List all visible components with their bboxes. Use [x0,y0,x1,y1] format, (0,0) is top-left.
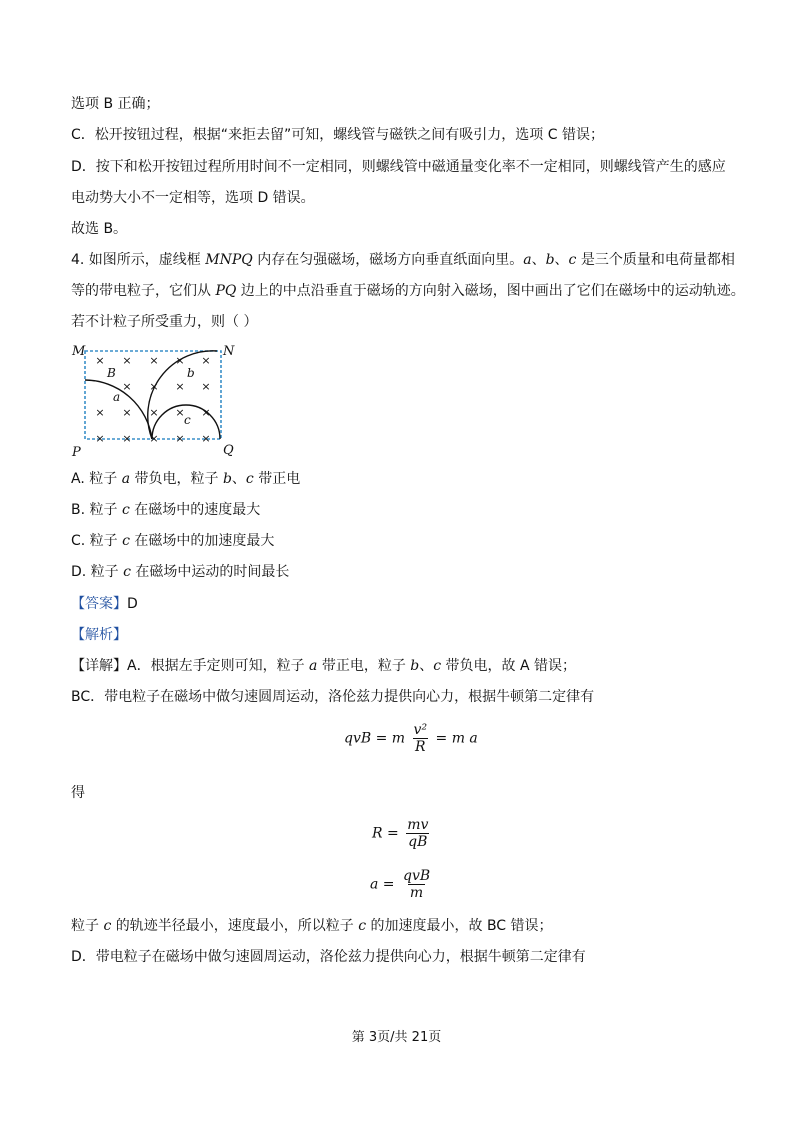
field-cross: × [175,432,185,445]
field-cross: × [201,354,211,367]
detail-line [71,656,576,676]
label-Q: Q [223,443,234,458]
option-b [71,500,260,520]
field-cross: × [95,432,105,445]
eq-lhs: a = [370,876,395,893]
text-line-1: 选项 B 正确； [71,96,160,112]
option-text: C. 粒子 [71,533,123,549]
option-a [71,469,300,489]
bc-line: BC．带电粒子在磁场中做匀速圆周运动，洛伦兹力提供向心力，根据牛顿第二定律有 [71,689,595,705]
conclusion-text: 的加速度最小，故 BC 错误； [366,918,553,934]
equation-1 [344,722,478,755]
field-cross: × [201,406,211,419]
text-line-4: 电动势大小不一定相等，选项 D 错误。 [71,190,315,206]
var-a: a [523,252,532,268]
field-cross: × [175,380,185,393]
option-text: 带正电 [253,471,301,487]
detail-text: A．根据左手定则可知，粒子 [127,658,310,674]
question-text: 边上的中点沿垂直于磁场的方向射入磁场，图中画出了它们在磁场中的运动轨迹。 [236,283,745,299]
d-line: D．带电粒子在磁场中做匀速圆周运动，洛伦兹力提供向心力，根据牛顿第二定律有 [71,949,586,965]
field-cross: × [149,432,159,445]
label-a: a [113,390,121,404]
de-line: 得 [71,785,85,801]
var-a: a [309,658,318,674]
fraction [412,722,430,755]
equation-3 [370,868,434,901]
var-c: c [433,658,442,674]
separator: 、 [419,658,434,674]
field-cross: × [201,432,211,445]
numerator: mv [407,817,429,833]
option-text: 在磁场中运动的时间最长 [130,564,290,580]
var-b: b [545,252,555,268]
field-cross: × [122,380,132,393]
question-line-1 [71,250,735,270]
text-line-2: C．松开按钮过程，根据“来拒去留”可知，螺线管与磁铁之间有吸引力，选项 C 错误； [71,127,604,143]
var-c: c [245,471,254,487]
magnetic-field-figure [66,338,246,462]
field-cross: × [122,432,132,445]
var-c: c [358,918,367,934]
question-text: 等的带电粒子，它们从 [71,283,216,299]
question-line-3: 若不计粒子所受重力，则（ ） [71,314,258,330]
label-b: b [187,366,195,380]
var-b: b [222,471,232,487]
label-M: M [72,344,86,359]
field-cross: × [122,406,132,419]
separator: 、 [554,252,569,268]
var-mnpq: MNPQ [205,252,253,268]
option-text: 在磁场中的速度最大 [129,502,261,518]
eq-lhs: R = [372,825,399,842]
var-c: c [123,564,131,580]
var-c: c [122,533,130,549]
denominator: m [409,885,424,901]
field-cross: × [201,380,211,393]
detail-text: 带正电，粒子 [317,658,411,674]
option-text: D. 粒子 [71,564,124,580]
answer-tag: 【答案】 [71,596,127,612]
detail-tag: 【详解】 [71,658,127,674]
fraction [405,817,430,850]
analysis-tag: 【解析】 [71,627,127,643]
label-c: c [184,413,191,427]
answer-value: D [127,596,138,612]
equation-2 [372,817,432,850]
field-cross: × [95,354,105,367]
question-text: 是三个质量和电荷量都相 [576,252,735,268]
conclusion-line [71,916,553,936]
option-text: A. 粒子 [71,471,122,487]
text-line-3: D．按下和松开按钮过程所用时间不一定相同，则螺线管中磁通量变化率不一定相同，则螺线管产生的感应 [71,159,726,175]
question-line-2 [71,281,745,301]
option-d [71,562,289,582]
label-B: B [107,366,116,380]
field-cross: × [95,406,105,419]
eq-rhs: = m a [435,730,478,747]
field-cross: × [175,406,185,419]
question-text: 4. 如图所示，虚线框 [71,252,206,268]
eq-lhs: qvB = m [344,730,406,747]
question-text: 内存在匀强磁场，磁场方向垂直纸面向里。 [252,252,524,268]
label-P: P [72,445,81,460]
field-cross: × [149,354,159,367]
var-c: c [568,252,577,268]
page-footer: 第 3页/共 21页 [351,1030,442,1045]
denominator: qB [408,834,428,850]
separator: 、 [231,471,246,487]
conclusion-text: 的轨迹半径最小，速度最小，所以粒子 [111,918,359,934]
numerator: qvB [402,868,431,884]
var-b: b [410,658,420,674]
numerator: v² [413,722,428,738]
option-text: B. 粒子 [71,502,122,518]
var-pq: PQ [215,283,237,299]
conclusion-text: 粒子 [71,918,104,934]
label-N: N [223,344,235,359]
field-cross: × [149,380,159,393]
answer-line [71,594,138,614]
denominator: R [415,739,426,755]
var-c: c [121,502,130,518]
detail-text: 带负电，故 A 错误； [441,658,577,674]
text-line-5: 故选 B。 [71,221,128,237]
var-a: a [121,471,131,487]
var-c: c [103,918,112,934]
analysis-line [71,625,127,645]
option-text: 在磁场中的加速度最大 [129,533,275,549]
separator: 、 [531,252,546,268]
fraction [401,868,432,901]
field-cross: × [149,406,159,419]
option-c [71,531,274,551]
field-cross: × [175,354,185,367]
field-cross: × [122,354,132,367]
option-text: 带负电，粒子 [130,471,223,487]
